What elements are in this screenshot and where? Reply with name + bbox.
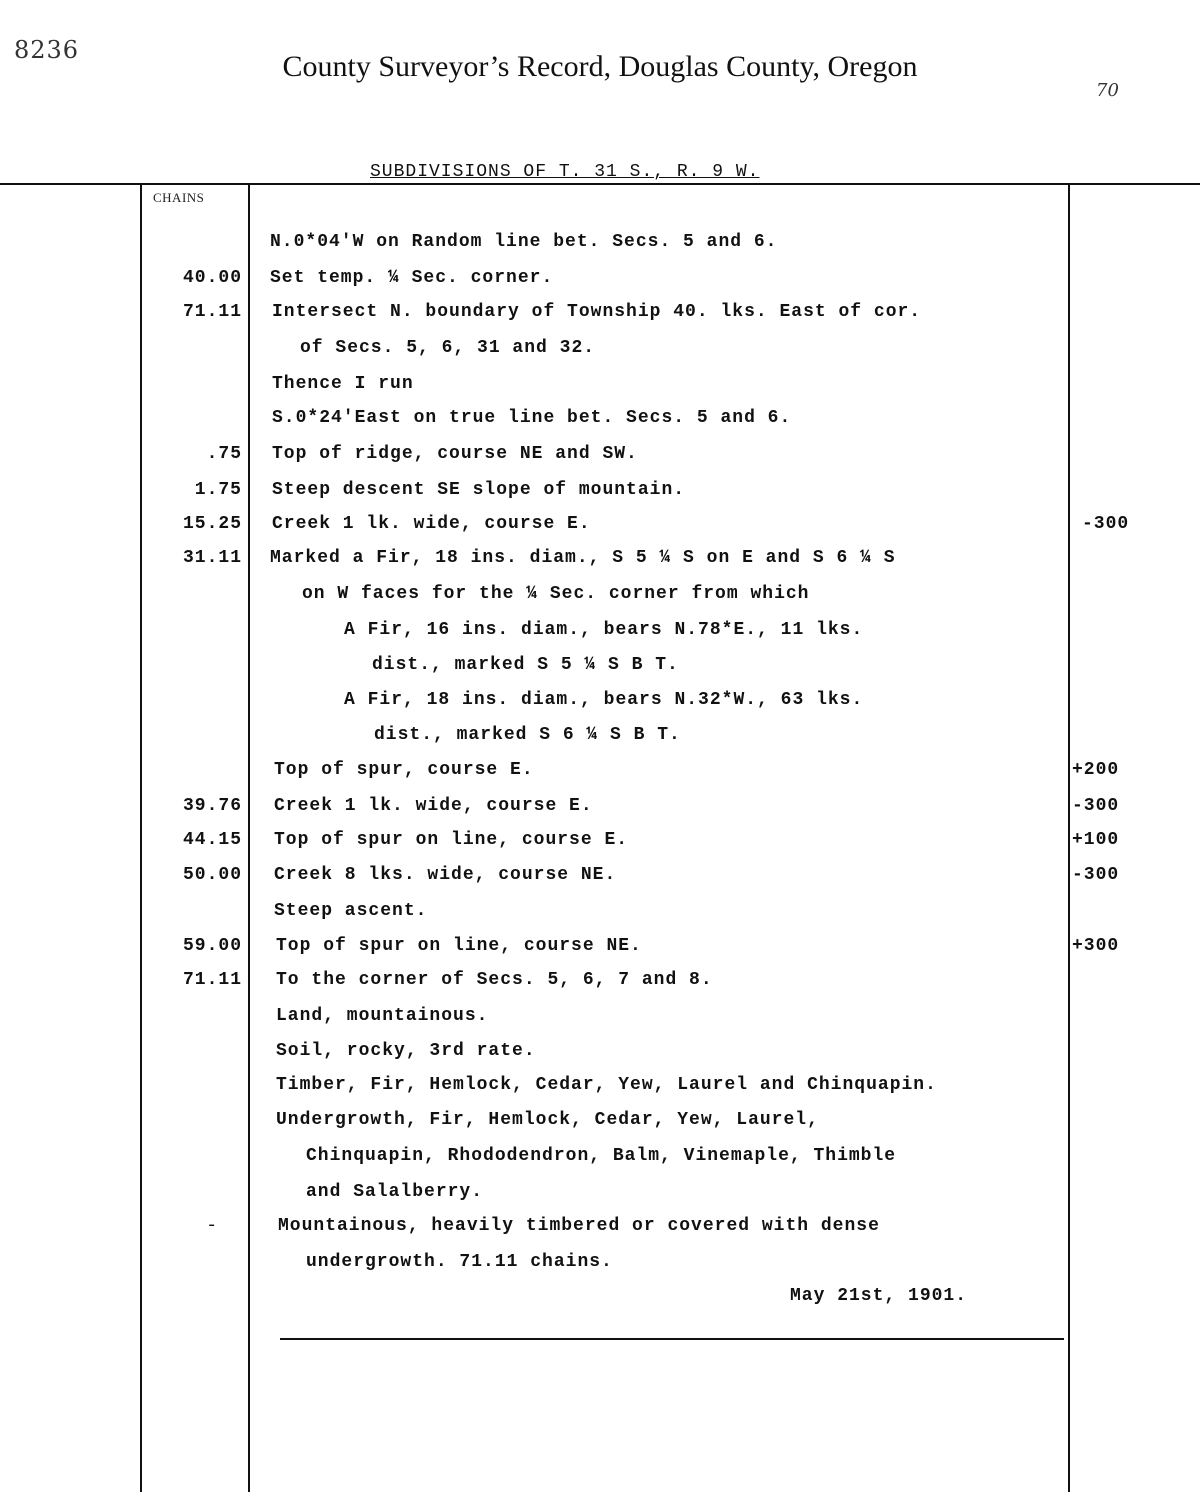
table-row: [0, 936, 1200, 972]
field-note: Creek 1 lk. wide, course E.: [274, 796, 593, 816]
field-note: Marked a Fir, 18 ins. diam., S 5 ¼ S on E and S 6 ¼ S: [270, 548, 896, 568]
field-note: Steep ascent.: [274, 901, 428, 921]
field-note: undergrowth. 71.11 chains.: [306, 1252, 613, 1272]
field-note: Set temp. ¼ Sec. corner.: [270, 268, 554, 288]
field-note: Creek 8 lks. wide, course NE.: [274, 865, 617, 885]
chain-distance: 31.11: [182, 548, 242, 568]
survey-date: May 21st, 1901.: [790, 1286, 968, 1306]
table-row: [0, 620, 1200, 656]
chain-distance: .75: [206, 444, 242, 464]
chain-distance: 44.15: [182, 830, 242, 850]
table-row: [0, 444, 1200, 480]
field-note: dist., marked S 5 ¼ S B T.: [372, 655, 679, 675]
field-note: Creek 1 lk. wide, course E.: [272, 514, 591, 534]
chain-distance: -: [206, 1216, 218, 1236]
table-row: [0, 408, 1200, 444]
elevation-change: +100: [1072, 830, 1120, 850]
chain-distance: 59.00: [182, 936, 242, 956]
page-title: County Surveyor’s Record, Douglas County, Oregon: [282, 50, 918, 83]
field-note: Soil, rocky, 3rd rate.: [276, 1041, 536, 1061]
field-note: Top of spur on line, course E.: [274, 830, 629, 850]
table-row: [0, 548, 1200, 584]
chain-distance: 40.00: [182, 268, 242, 288]
table-row: [0, 514, 1200, 550]
field-note: on W faces for the ¼ Sec. corner from which: [302, 584, 810, 604]
table-row: [0, 1006, 1200, 1042]
table-row: [0, 901, 1200, 937]
chain-distance: 15.25: [182, 514, 242, 534]
table-row: [0, 690, 1200, 726]
section-subtitle: SUBDIVISIONS OF T. 31 S., R. 9 W.: [370, 162, 760, 182]
field-note: Intersect N. boundary of Township 40. lks. East of cor.: [272, 302, 922, 322]
field-note: Steep descent SE slope of mountain.: [272, 480, 686, 500]
field-note: Thence I run: [272, 374, 414, 394]
elevation-change: +200: [1072, 760, 1120, 780]
chains-column-header: CHAINS: [153, 190, 205, 205]
field-note: S.0*24'East on true line bet. Secs. 5 and 6.: [272, 408, 792, 428]
chain-distance: 71.11: [182, 970, 242, 990]
table-row: [0, 480, 1200, 516]
table-row: [0, 760, 1200, 796]
table-row: [0, 970, 1200, 1006]
table-row: [0, 1146, 1200, 1182]
top-rule: [0, 183, 1200, 185]
table-row: [0, 1110, 1200, 1146]
table-row: [0, 1216, 1200, 1252]
elevation-change: -300: [1072, 865, 1120, 885]
table-row: [0, 1041, 1200, 1077]
page-number: 70: [1096, 80, 1119, 101]
field-note: dist., marked S 6 ¼ S B T.: [374, 725, 681, 745]
table-row: [0, 725, 1200, 761]
table-row: [0, 302, 1200, 338]
field-note: Top of spur, course E.: [274, 760, 534, 780]
table-row: [0, 268, 1200, 304]
elevation-change: -300: [1072, 796, 1120, 816]
field-note: A Fir, 18 ins. diam., bears N.32*W., 63 lks.: [344, 690, 864, 710]
field-note: Timber, Fir, Hemlock, Cedar, Yew, Laurel and Chinquapin.: [276, 1075, 937, 1095]
table-row: [0, 830, 1200, 866]
table-row: [0, 338, 1200, 374]
table-row: [0, 232, 1200, 268]
closing-rule: [280, 1338, 1064, 1340]
record-number: 8236: [14, 36, 80, 64]
field-note: Mountainous, heavily timbered or covered with dense: [278, 1216, 880, 1236]
field-note: To the corner of Secs. 5, 6, 7 and 8.: [276, 970, 713, 990]
table-row: [0, 865, 1200, 901]
field-note: Top of spur on line, course NE.: [276, 936, 642, 956]
chain-distance: 1.75: [194, 480, 242, 500]
chain-distance: 71.11: [182, 302, 242, 322]
field-note: Land, mountainous.: [276, 1006, 489, 1026]
field-note: N.0*04'W on Random line bet. Secs. 5 and 6.: [270, 232, 778, 252]
chain-distance: 50.00: [182, 865, 242, 885]
field-note: Chinquapin, Rhododendron, Balm, Vinemaple, Thimble: [306, 1146, 897, 1166]
table-row: [0, 584, 1200, 620]
field-note: Top of ridge, course NE and SW.: [272, 444, 638, 464]
field-note: A Fir, 16 ins. diam., bears N.78*E., 11 lks.: [344, 620, 864, 640]
chain-distance: 39.76: [182, 796, 242, 816]
table-row: [0, 1075, 1200, 1111]
field-note: Undergrowth, Fir, Hemlock, Cedar, Yew, Laurel,: [276, 1110, 819, 1130]
field-note: of Secs. 5, 6, 31 and 32.: [300, 338, 596, 358]
table-row: [0, 655, 1200, 691]
field-note: and Salalberry.: [306, 1182, 484, 1202]
table-row: [0, 1252, 1200, 1288]
elevation-change: +300: [1072, 936, 1120, 956]
table-row: [0, 796, 1200, 832]
table-row: [0, 374, 1200, 410]
elevation-change: -300: [1082, 514, 1130, 534]
table-row: [0, 1182, 1200, 1218]
